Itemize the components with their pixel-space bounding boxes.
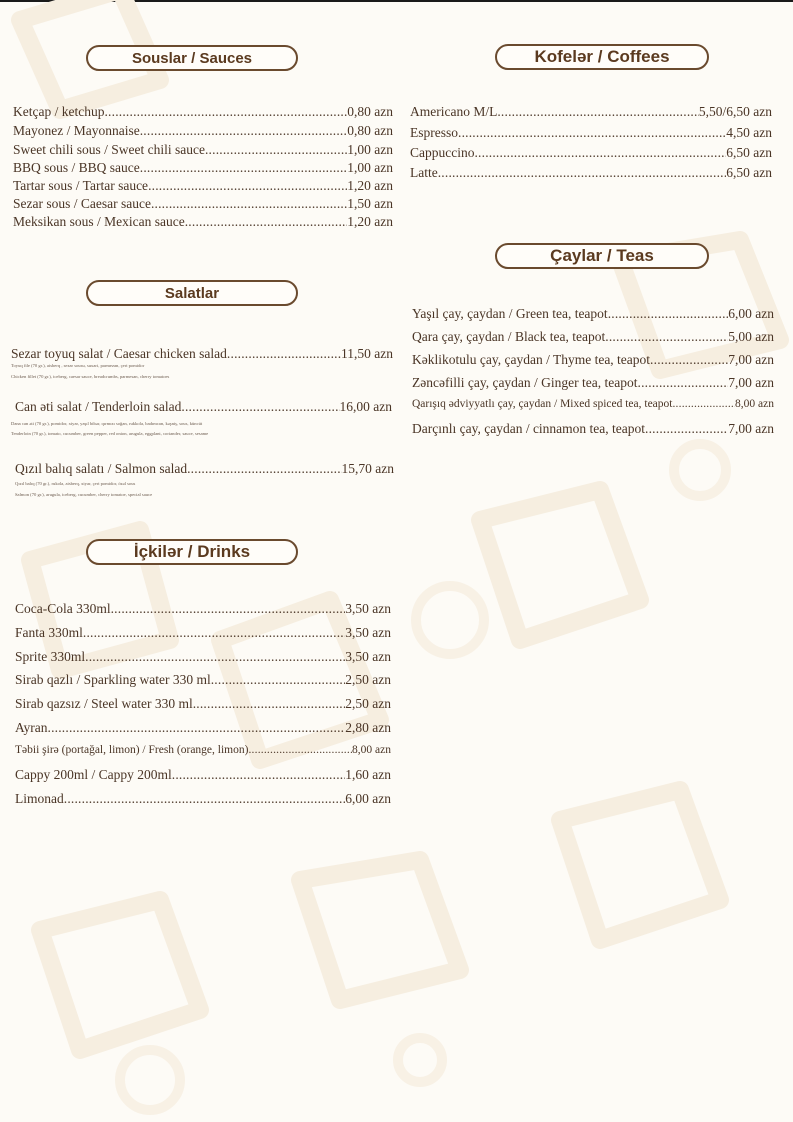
item-name: Sweet chili sous / Sweet chili sauce [13,142,205,157]
item-name: Mayonez / Mayonnaise [13,123,140,138]
sauce-menu-item [13,123,393,139]
item-name: Ketçap / ketchup [13,104,105,119]
tea-menu-item [412,421,774,437]
item-name: Sprite 330ml [15,649,86,664]
item-price: 1,20 azn [347,214,393,229]
dot-leader [474,145,726,161]
drink-menu-item [15,791,391,807]
tea-menu-item [412,306,774,322]
top-border [0,0,793,2]
dot-leader [85,649,345,665]
dot-leader [248,744,352,756]
dot-leader [193,696,346,712]
dot-leader [104,104,347,120]
item-name: Coca-Cola 330ml [15,601,111,616]
item-price: 5,00 azn [728,329,774,344]
dot-leader [151,196,347,212]
dot-leader [672,398,735,410]
item-name: Sezar toyuq salat / Caesar chicken salad [11,346,227,361]
sauce-menu-item [13,104,393,120]
sauce-menu-item [13,160,393,176]
item-name: Qızıl balıq salatı / Salmon salad [15,461,188,476]
item-name: Latte [410,165,438,180]
item-name: Fanta 330ml [15,625,83,640]
coffee-menu-item [410,145,772,161]
item-price: 8,00 azn [735,398,774,410]
item-price: 3,50 azn [345,649,391,664]
item-name: Can əti salat / Tenderloin salad [15,399,182,414]
dot-leader [497,104,699,120]
dot-leader [181,399,339,415]
item-price: 2,80 azn [345,720,391,735]
item-name: Cappuccino [410,145,475,160]
dot-leader [172,767,346,783]
item-name: Cappy 200ml / Cappy 200ml [15,767,172,782]
tea-menu-item [412,352,774,368]
item-price: 6,50 azn [726,145,772,160]
dot-leader [458,125,726,141]
item-description: Salmon (70 gr.), arugula, iceberg, cucumber, cherry tomatoe, special sauce [15,492,153,497]
drink-menu-item [15,720,391,736]
dot-leader [187,461,341,477]
tea-menu-item [412,398,774,410]
dot-leader [227,346,341,362]
item-price: 0,80 azn [347,104,393,119]
dot-leader [140,123,348,139]
item-price: 1,20 azn [347,178,393,193]
dot-leader [211,672,346,688]
item-name: Limonad [15,791,64,806]
sauce-menu-item [13,196,393,212]
item-price: 1,60 azn [345,767,391,782]
tea-menu-item [412,329,774,345]
item-name: Sirab qazsız / Steel water 330 ml [15,696,193,711]
coffees-heading: Kofelər / Coffees [495,44,709,70]
item-name: Təbii şirə (portağal, limon) / Fresh (orange, limon) [15,744,249,756]
item-price: 1,00 azn [347,160,393,175]
salads-heading: Salatlar [86,280,298,306]
dot-leader [605,329,728,345]
item-price: 6,50 azn [726,165,772,180]
teas-heading: Çaylar / Teas [495,243,709,269]
dot-leader [148,178,347,194]
sauces-heading: Souslar / Sauces [86,45,298,71]
item-name: Meksikan sous / Mexican sauce [13,214,185,229]
item-price: 7,00 azn [728,421,774,436]
dot-leader [48,720,346,736]
item-price: 2,50 azn [345,672,391,687]
item-price: 1,00 azn [347,142,393,157]
dot-leader [438,165,727,181]
sauce-menu-item [13,142,393,158]
drink-menu-item [15,601,391,617]
dot-leader [64,791,346,807]
item-description: Toyuq file (70 gr.), aisberq , sezar sousu, suxari, parmezan, çeri pomidor [11,363,145,368]
item-price: 6,00 azn [728,306,774,321]
dot-leader [185,214,348,230]
salad-menu-item [15,461,394,477]
item-price: 4,50 azn [726,125,772,140]
drink-menu-item [15,767,391,783]
item-description: Chicken fillet (70 gr.), iceberg, caesar sauce, breadcrumbs, parmesan, cherry tomatoes [11,374,170,379]
item-price: 16,00 azn [339,399,392,414]
dot-leader [638,375,729,391]
item-description: Qızıl balıq (70 gr.), rukola, aisberq, xiyar, çeri pomidor, özəl sous [15,481,136,486]
sauce-menu-item [13,178,393,194]
item-description: Dana can əti (70 gr.), pomidor, xiyar, yaşıl bibər, qırmızı soğan, rukkola, badımcan, kəşniş, sous, küncüt [11,421,203,426]
dot-leader [645,421,728,437]
item-price: 0,80 azn [347,123,393,138]
coffee-menu-item [410,104,772,120]
item-name: Sezar sous / Caesar sauce [13,196,151,211]
item-name: Darçınlı çay, çaydan / cinnamon tea, teapot [412,421,646,436]
item-price: 7,00 azn [728,375,774,390]
coffee-menu-item [410,125,772,141]
coffee-menu-item [410,165,772,181]
drink-menu-item [15,625,391,641]
item-name: Qara çay, çaydan / Black tea, teapot [412,329,606,344]
dot-leader [83,625,345,641]
item-name: Tartar sous / Tartar sauce [13,178,149,193]
item-price: 2,50 azn [345,696,391,711]
item-price: 3,50 azn [345,625,391,640]
item-name: Kəklikotulu çay, çaydan / Thyme tea, teapot [412,352,651,367]
item-price: 8,00 azn [352,744,391,756]
item-price: 15,70 azn [341,461,394,476]
item-name: Sirab qazlı / Sparkling water 330 ml [15,672,211,687]
dot-leader [650,352,728,368]
item-description: Tenderloin (70 gr.), tomato, cucumber, green pepper, red onion, arugula, eggplant, coriander, sauce, sesame [11,431,209,436]
item-price: 1,50 azn [347,196,393,211]
item-name: Americano M/L [410,104,498,119]
item-price: 6,00 azn [345,791,391,806]
item-price: 7,00 azn [728,352,774,367]
item-name: Yaşıl çay, çaydan / Green tea, teapot [412,306,608,321]
item-name: Espresso [410,125,458,140]
sauce-menu-item [13,214,393,230]
item-name: Ayran [15,720,48,735]
dot-leader [140,160,348,176]
salad-menu-item [15,399,392,415]
dot-leader [111,601,346,617]
item-price: 5,50/6,50 azn [698,104,772,119]
dot-leader [205,142,347,158]
drink-menu-item [15,744,391,756]
item-name: Zəncəfilli çay, çaydan / Ginger tea, teapot [412,375,638,390]
item-name: BBQ sous / BBQ sauce [13,160,140,175]
drink-menu-item [15,696,391,712]
item-price: 3,50 azn [345,601,391,616]
salad-menu-item [11,346,393,362]
dot-leader [608,306,729,322]
item-price: 11,50 azn [341,346,393,361]
drinks-heading: İçkilər / Drinks [86,539,298,565]
item-name: Qarışıq ədviyyatlı çay, çaydan / Mixed spiced tea, teapot [412,398,673,410]
drink-menu-item [15,672,391,688]
tea-menu-item [412,375,774,391]
drink-menu-item [15,649,391,665]
